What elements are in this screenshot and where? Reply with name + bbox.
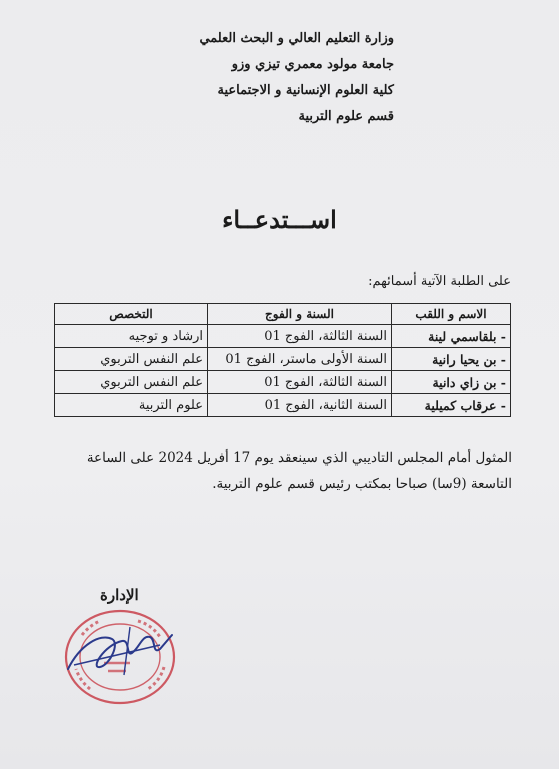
student-name: - بلقاسمي لينة	[392, 325, 511, 348]
student-level: السنة الثالثة، الفوج 01	[208, 371, 392, 394]
official-stamp-icon	[60, 605, 180, 710]
student-specialty: علم النفس التربوي	[55, 348, 208, 371]
column-header-name: الاسم و اللقب	[392, 304, 511, 325]
student-level: السنة الأولى ماستر، الفوج 01	[208, 348, 392, 371]
table-row	[55, 371, 511, 394]
column-header-level: السنة و الفوج	[208, 304, 392, 325]
administration-label: الإدارة	[100, 586, 139, 604]
table-header-row	[55, 304, 511, 325]
summons-body	[50, 445, 512, 497]
ministry-name: وزارة التعليم العالي و البحث العلمي	[199, 31, 394, 46]
table-row	[55, 325, 511, 348]
student-name: - بن زاي دانية	[392, 371, 511, 394]
summons-line-2: التاسعة (9سا) صباحا بمكتب رئيس قسم علوم التربية.	[212, 476, 512, 492]
faculty-name: كلية العلوم الإنسانية و الاجتماعية	[217, 83, 394, 98]
letterhead	[134, 26, 394, 130]
summons-line-1: المثول أمام المجلس التاديبي الذي سينعقد يوم 17 أفريل 2024 على الساعة	[86, 450, 512, 466]
student-level: السنة الثانية، الفوج 01	[208, 394, 392, 417]
university-name: جامعة مولود معمري تيزي وزو	[231, 57, 394, 72]
student-specialty: علوم التربية	[55, 394, 208, 417]
table-row	[55, 394, 511, 417]
student-specialty: علم النفس التربوي	[55, 371, 208, 394]
student-specialty: ارشاد و توجيه	[55, 325, 208, 348]
student-level: السنة الثالثة، الفوج 01	[208, 325, 392, 348]
intro-text: على الطلبة الآتية أسمائهم:	[368, 274, 511, 289]
table-row	[55, 348, 511, 371]
document-title: اســـتدعــاء	[222, 205, 337, 234]
student-name: - بن يحيا رانية	[392, 348, 511, 371]
students-table	[54, 303, 511, 417]
column-header-specialty: التخصص	[55, 304, 208, 325]
student-name: - عرقاب كميلية	[392, 394, 511, 417]
department-name: قسم علوم التربية	[298, 109, 394, 124]
